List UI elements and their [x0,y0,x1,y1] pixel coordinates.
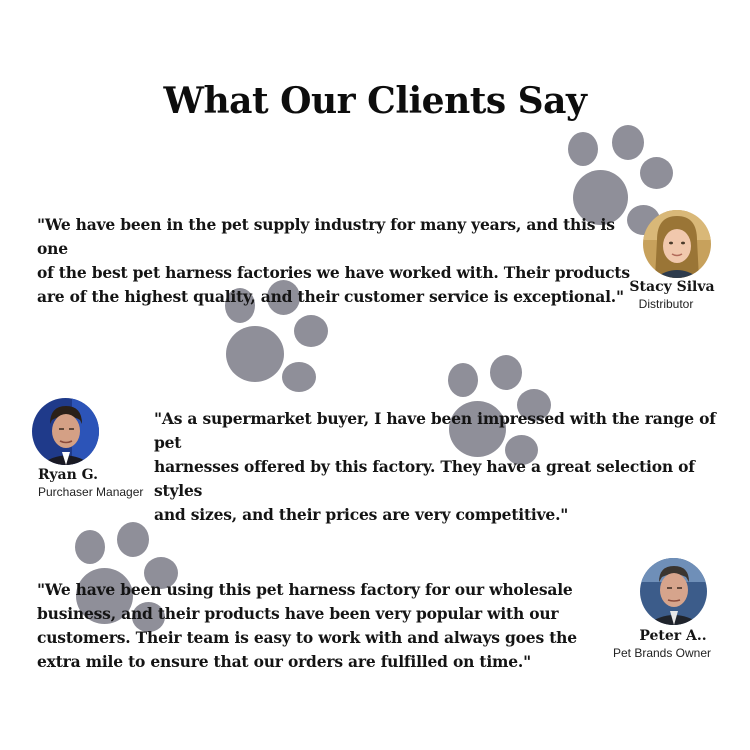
avatar [32,398,99,465]
man-avatar-icon [640,558,707,625]
testimonial-quote: "As a supermarket buyer, I have been impressed with the range of pet harnesses offered by this factory. They have a great selection of styles and sizes, and their prices are very competitive." [154,409,716,524]
avatar [643,210,711,278]
client-name: Ryan G. [38,467,98,483]
client-name: Peter A.. [639,628,707,644]
client-name: Stacy Silva [629,279,715,295]
man-avatar-icon [32,398,99,465]
testimonial-quote: "We have been in the pet supply industry for many years, and this is one of the best pet harness factories we have worked with. Their products are of the highest quality, and their customer service is exceptional." [37,215,630,306]
page-title: What Our Clients Say [163,80,587,122]
testimonial-quote: "We have been using this pet harness factory for our wholesale business, and their products have been very popular with our customers. Their team is easy to work with and always goes the extra mile to ensure that our orders are fulfilled on time." [37,580,577,671]
client-role: Pet Brands Owner [612,646,712,660]
client-role: Distributor [638,297,694,311]
avatar [640,558,707,625]
woman-avatar-icon [643,210,711,278]
client-role: Purchaser Manager [38,485,144,499]
